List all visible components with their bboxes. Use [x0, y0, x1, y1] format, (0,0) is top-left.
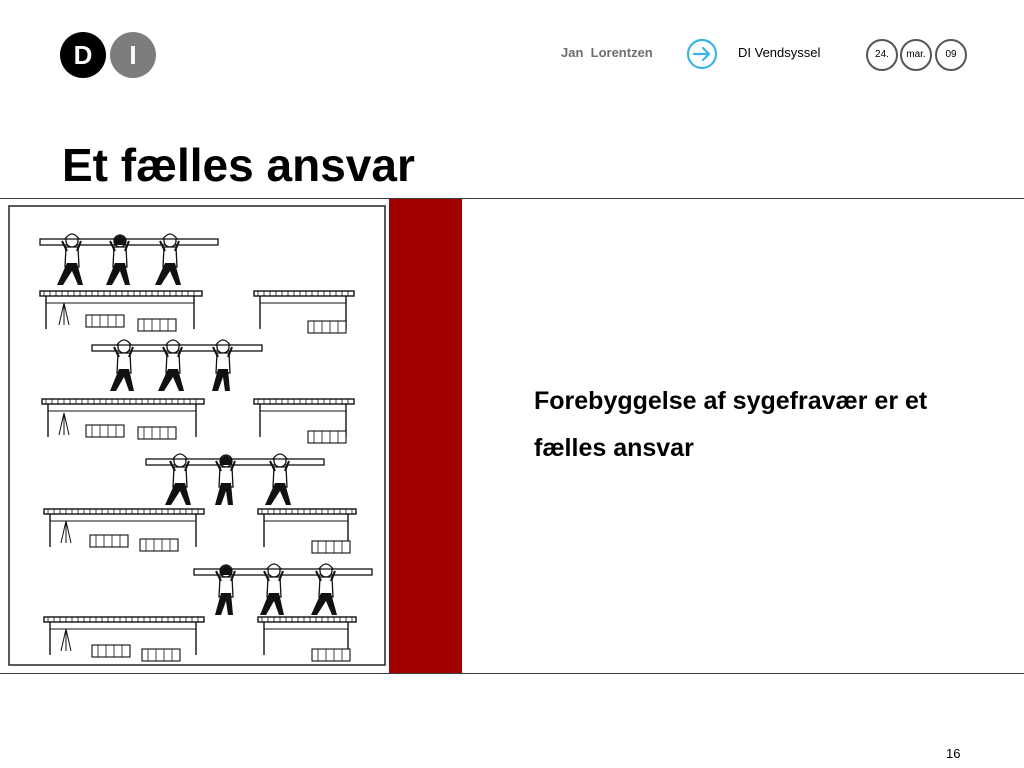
workbench: [142, 649, 180, 661]
logo-i-circle: I: [110, 32, 156, 78]
divider-top: [0, 198, 1024, 199]
workbench: [308, 321, 346, 333]
arrow-right-circle-icon: [686, 38, 718, 70]
divider-bottom: [0, 673, 1024, 674]
workbench: [312, 541, 350, 553]
workbench: [138, 319, 176, 331]
workbench: [86, 425, 124, 437]
date-month-badge: mar.: [900, 39, 932, 71]
cartoon-illustration: [8, 205, 388, 668]
workbench: [138, 427, 176, 439]
workbench: [312, 649, 350, 661]
workbench: [90, 535, 128, 547]
date-year-badge: 09: [935, 39, 967, 71]
organization-name: DI Vendsyssel: [738, 45, 821, 60]
workbench: [92, 645, 130, 657]
accent-red-bar: [389, 199, 462, 673]
page-number: 16: [946, 746, 961, 761]
date-day-badge: 24.: [866, 39, 898, 71]
workbench: [308, 431, 346, 443]
di-logo: [60, 32, 156, 78]
workbench: [86, 315, 124, 327]
logo-d-circle: D: [60, 32, 106, 78]
workbench: [140, 539, 178, 551]
body-text: Forebyggelse af sygefravær er et fælles ansvar: [534, 387, 928, 462]
author-name: Jan Lorentzen: [561, 45, 653, 60]
slide-title: Et fælles ansvar: [62, 139, 415, 191]
